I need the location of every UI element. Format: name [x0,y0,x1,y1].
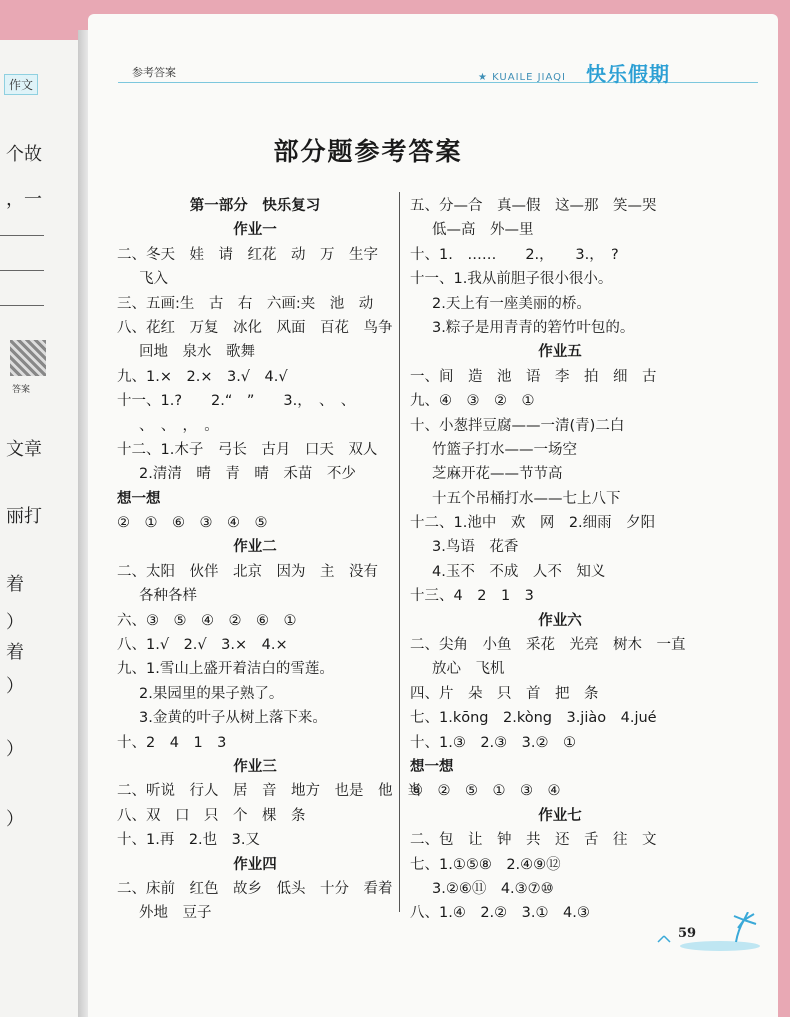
section-heading: 作业二 [233,539,277,556]
answer-line: 八、花红 万复 冰化 风面 百花 鸟争 [117,319,393,336]
answer-line: 十二、1.木子 弓长 古月 口天 双人 [117,441,378,458]
answer-line: 一、间 造 池 语 李 拍 细 古 [410,368,657,385]
answer-line: ⑥ ② ⑤ ① ③ ④ [410,783,561,800]
answer-line: 十、小葱拌豆腐——一清(青)二白 [410,417,625,434]
answer-line: 3.金黄的叶子从树上落下来。 [139,710,327,727]
answer-line: 各种各样 [139,588,197,605]
left-fragment: ） [6,809,24,830]
answer-line: 十、2 4 1 3 [117,734,227,751]
left-fragment: ） [6,612,24,633]
answer-line: 十三、4 2 1 3 [410,588,534,605]
column-divider [399,192,400,912]
answer-line: 七、1.kōng 2.kòng 3.jiào 4.jué [410,710,657,727]
header-section-label: 参考答案 [132,66,176,79]
header-brand-text: ★ KUAILE JIAQI [478,72,566,83]
answer-line: 十一、1.? 2.“ ” 3.， 、 、 [117,393,356,410]
section-heading: 作业五 [538,344,582,361]
answer-line: 五、分—合 真—假 这—那 笑—哭 [410,198,657,214]
answer-line: 放心 飞机 [432,661,505,678]
answer-line: 八、1.√ 2.√ 3.× 4.× [117,637,288,654]
left-page-tag: 作文 [4,74,38,95]
answer-line: 低—高 外—里 [432,222,534,239]
answer-line: 四、片 朵 只 首 把 条 [410,685,599,702]
answer-line: 十五个吊桶打水——七上八下 [432,490,621,507]
answer-page [88,14,778,1017]
left-fragment: ，一 [6,189,42,210]
answer-line: 回地 泉水 歌舞 [139,344,255,361]
answer-line: 2.天上有一座美丽的桥。 [432,295,591,312]
answer-line: 十、1. …… 2.， 3.， ? [410,246,619,263]
left-answer-column [117,194,422,926]
section-heading: 作业七 [538,807,582,824]
answer-line: 外地 豆子 [139,905,212,922]
left-rule [0,270,44,271]
left-fragment: 着 [6,642,24,663]
answer-line: 芝麻开花——节节高 [432,466,563,483]
answer-line: 二、床前 红色 故乡 低头 十分 看着 [117,880,393,897]
answer-line: 3.粽子是用青青的箬竹叶包的。 [432,319,635,336]
answer-line: 九、1.× 2.× 3.√ 4.√ [117,368,288,385]
left-fragment: ） [6,739,24,760]
header-logo: 快乐假期 [586,62,670,86]
answer-line: 十、1.再 2.也 3.又 [117,832,261,849]
answer-line: 、 、 ， 。 [139,417,219,434]
answer-line: 六、③ ⑤ ④ ② ⑥ ① [117,612,297,629]
answer-line: 2.清清 晴 青 晴 禾苗 不少 [139,466,356,483]
answer-line: 想一想 [410,758,454,775]
answer-line: 八、双 口 只 个 棵 条 [117,807,306,824]
section-heading: 第一部分 快乐复习 [189,198,321,214]
section-heading: 作业三 [233,758,277,775]
answer-line: 二、包 让 钟 共 还 舌 往 文 [410,832,657,849]
answer-line: 二、听说 行人 居 音 地方 也是 他 当 [117,783,422,800]
left-fragment: ） [6,676,24,697]
section-heading: 作业一 [233,222,277,239]
answer-line: 竹篮子打水——一场空 [432,441,577,458]
answer-line: 3.②⑥⑪ 4.③⑦⑩ [432,880,554,897]
answer-line: 二、尖角 小鱼 采花 光亮 树木 一直 [410,637,686,654]
answer-line: 七、1.①⑤⑧ 2.④⑨⑫ [410,856,561,873]
answer-line: 想一想 [117,490,161,507]
left-page-edge [0,40,80,1017]
answer-line: 八、1.④ 2.② 3.① 4.③ [410,905,590,922]
qr-code [10,340,46,376]
left-fragment: 丽打 [6,506,42,527]
section-heading: 作业四 [233,856,277,873]
answer-line: ② ① ⑥ ③ ④ ⑤ [117,515,268,532]
answer-line: 4.玉不 不成 人不 知义 [432,563,606,580]
answer-line: 十二、1.池中 欢 网 2.细雨 夕阳 [410,515,656,532]
answer-line: 飞入 [139,271,168,288]
left-rule [0,305,44,306]
left-rule [0,235,44,236]
page-number: 59 [678,926,697,941]
answer-line: 九、1.雪山上盛开着洁白的雪莲。 [117,661,334,678]
answer-line: 3.鸟语 花香 [432,539,519,556]
answer-line: 二、太阳 伙伴 北京 因为 主 没有 [117,563,378,580]
answer-line: 三、五画:生 古 右 六画:夹 池 动 [117,295,374,312]
answer-line: 二、冬天 娃 请 红花 动 万 生字 [117,246,378,263]
section-heading: 作业六 [538,612,582,629]
left-fragment: 个故 [6,144,42,165]
answer-line: 十一、1.我从前胆子很小很小。 [410,271,613,288]
qr-label: 答案 [12,385,31,395]
left-fragment: 着 [6,574,24,595]
answer-line: 九、④ ③ ② ① [410,393,535,410]
answer-line: 十、1.③ 2.③ 3.② ① [410,734,576,751]
right-answer-column [410,194,710,926]
palm-tree-decoration-icon [648,912,768,952]
left-fragment: 文章 [6,439,42,460]
answer-line: 2.果园里的果子熟了。 [139,685,284,702]
page-title: 部分题参考答案 [273,137,463,166]
